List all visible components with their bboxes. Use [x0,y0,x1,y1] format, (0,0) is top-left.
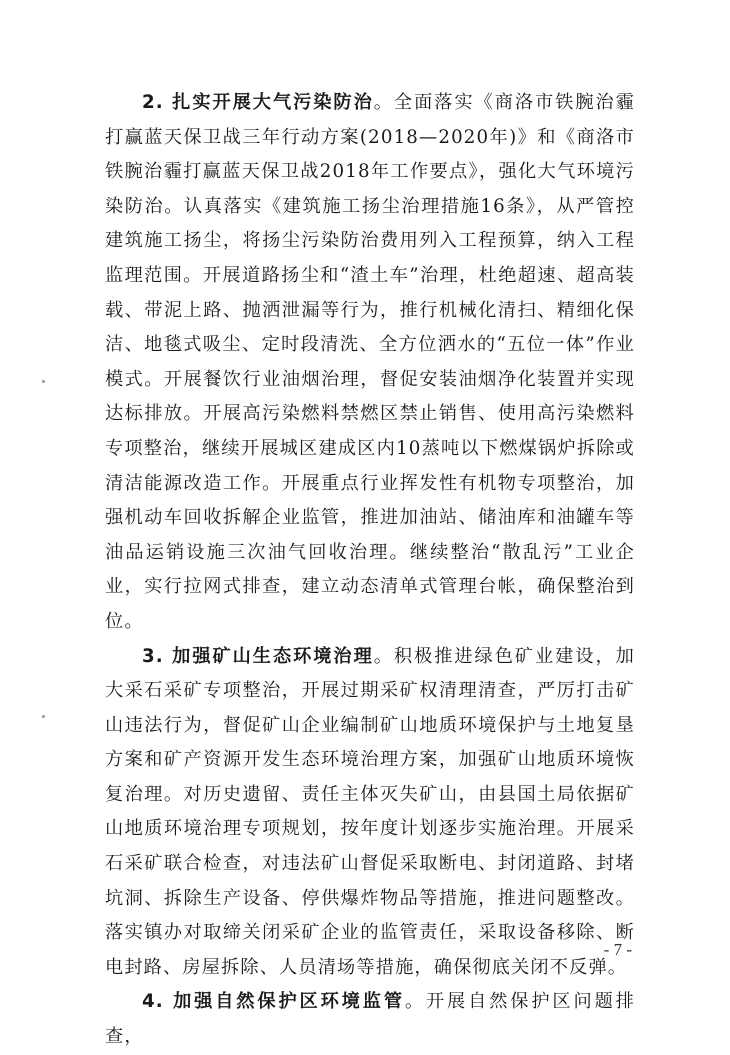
paragraph-body: 。积极推进绿色矿业建设，加大采石采矿专项整治，开展过期采矿权清理清查，严厉打击矿山违法行为，督促矿山企业编制矿山地质环境保护与土地复垦方案和矿产资源开发生态环境治理方案，加强矿山地质环境恢复治理。对历史遗留、责任主体灭失矿山，由县国土局依据矿山地质环境治理专项规划，按年度计划逐步实施治理。开展采石采矿联合检查，对违法矿山督促采取断电、封闭道路、封堵坑洞、拆除生产设备、停供爆炸物品等措施，推进问题整改。落实镇办对取缔关闭采矿企业的监管责任，采取设备移除、断电封路、房屋拆除、人员清场等措施，确保彻底关闭不反弹。 [105,645,635,978]
paragraph-heading: 4. 加强自然保护区环境监管 [142,991,405,1013]
binding-mark [42,380,45,383]
paragraph-heading: 3. 加强矿山生态环境治理 [142,645,374,667]
paragraph-body: 。全面落实《商洛市铁腕治霾打赢蓝天保卫战三年行动方案(2018—2020年)》和《商洛市铁腕治霾打赢蓝天保卫战2018年工作要点》，强化大气环境污染防治。认真落实《建筑施工扬尘治理措施16条》，从严管控建筑施工扬尘，将扬尘污染防治费用列入工程预算，纳入工程监理范围。开展道路扬尘和“渣土车”治理，杜绝超速、超高装载、带泥上路、抛洒泄漏等行为，推行机械化清扫、精细化保洁、地毯式吸尘、定时段清洗、全方位洒水的“五位一体”作业模式。开展餐饮行业油烟治理，督促安装油烟净化装置并实现达标排放。开展高污染燃料禁燃区禁止销售、使用高污染燃料专项整治，继续开展城区建成区内10蒸吨以下燃煤锅炉拆除或清洁能源改造工作。开展重点行业挥发性有机物专项整治，加强机动车回收拆解企业监管，推进加油站、储油库和油罐车等油品运销设施三次油气回收治理。继续整治“散乱污”工业企业，实行拉网式排查，建立动态清单式管理台帐，确保整治到位。 [105,92,635,632]
paragraph-body: 。开展自然保护区问题排查， [105,991,635,1048]
paragraph-nature-reserve [105,985,635,1054]
paragraph-air-pollution [105,86,635,640]
binding-mark [42,715,45,718]
body-text [105,86,635,1055]
paragraph-mine-ecology [105,640,635,986]
paragraph-heading: 2. 扎实开展大气污染防治 [142,92,374,113]
page-number: - 7 - [603,940,632,959]
